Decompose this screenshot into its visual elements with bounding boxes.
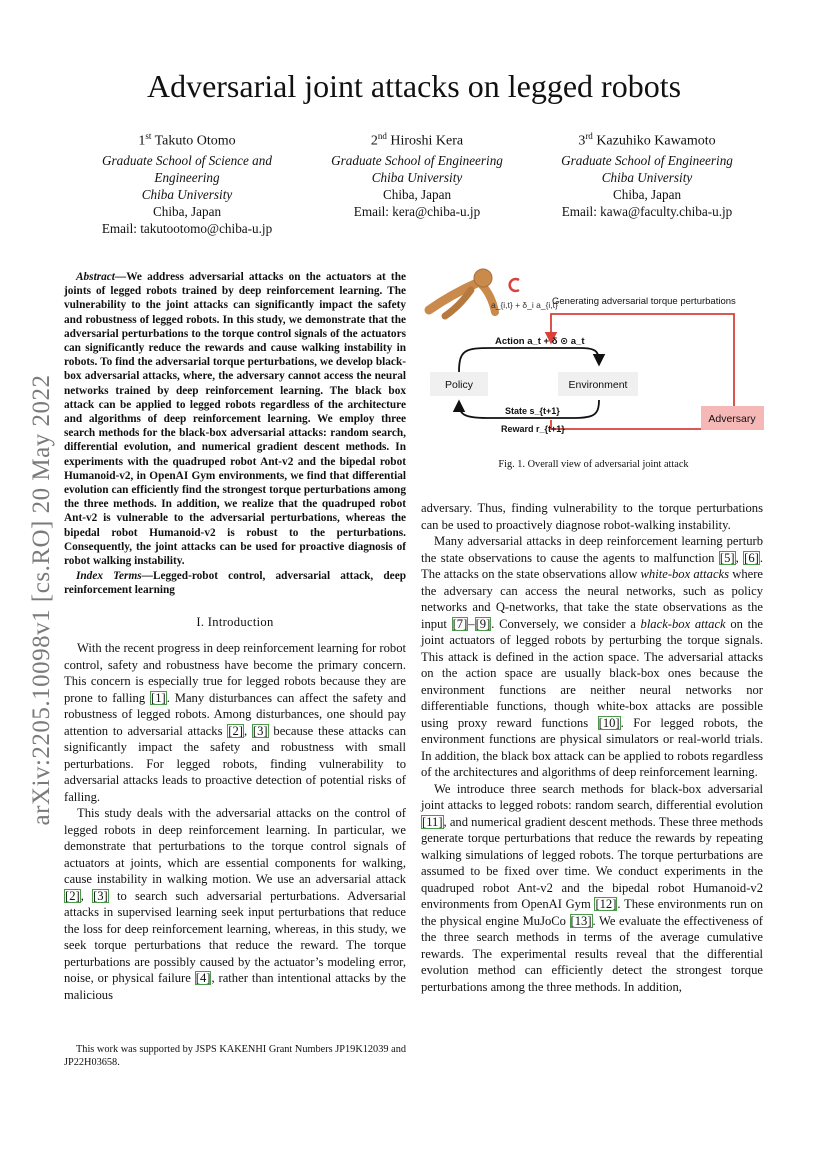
author-university: Chiba University: [371, 169, 463, 185]
citation-link[interactable]: [9]: [475, 616, 491, 631]
state-label: State s_{t+1}: [505, 406, 560, 416]
robot-icon: [429, 269, 495, 316]
author-university: Chiba University: [601, 169, 693, 185]
author-email: Email: kera@chiba-u.jp: [353, 203, 481, 219]
author-block: [72, 128, 762, 237]
citation-link[interactable]: [4]: [195, 971, 211, 986]
policy-label: Policy: [444, 379, 474, 391]
author-school: Graduate School of Engineering: [561, 152, 733, 168]
reward-label: Reward r_{t+1}: [501, 424, 565, 434]
author-location: Chiba, Japan: [152, 203, 222, 219]
citation-link[interactable]: [2]: [228, 723, 243, 738]
intro-paragraph-3: adversary. Thus, finding vulnerability to the torque perturbations can be used to proactively diagnose robot-walking instability.: [421, 501, 763, 532]
action-label: Action a_t + δ ⊙ a_t: [495, 336, 585, 347]
citation-link[interactable]: [3]: [252, 723, 268, 738]
action-arrow: [459, 348, 599, 372]
abstract: Abstract—We address adversarial attacks on the actuators at the joints of legged robots trained by deep reinforcement learning. The vulnerability to the joint attacks can significantly impact the safety and robustness of legged robots. In this study, we demonstrate that the adversarial perturbations to the torque control signals of the actuators can significantly reduce the rewards and cause walking instability in robots. To find the adversarial torque perturbations, we develop black-box adversarial attacks, where, the adversary cannot access the neural networks trained by deep reinforcement learning. The black box attack can be applied to legged robots regardless of the architecture and algorithms of deep reinforcement learning. We employ three search methods for the black-box adversarial attacks: random search, differential evolution, and numerical gradient descent methods. In experiments with the quadruped robot Ant-v2 and the bipedal robot Humanoid-v2, in OpenAI Gym environments, we find that differential evolution can efficiently find the strongest torque perturbations among the three methods. In addition, we realize that the quadruped robot Ant-v2 is vulnerable to the adversarial perturbations, whereas the bipedal robot Humanoid-v2 is robust to the perturbations. Consequently, the joint attacks can be used for proactive diagnosis of robot walking instability.: [64, 271, 406, 568]
citation-link[interactable]: [11]: [422, 814, 443, 829]
intro-paragraph-4: Many adversarial attacks in deep reinforcement learning perturb the state observations to cause the agents to malfunction [5], [6]. The attacks on the state observations allow white-box attacks where the adversary can access the neural networks, such as policy networks and Q-networks, that take the state observations as the input [7]–[9]. Conversely, we consider a black-box attack on the joint actuators of legged robots by perturbing the torque signals. This attack is defined in the action space. The adversarial attacks on the action space are usually black-box ones because the environment functions are neither neural networks nor differentiable functions, though white-box attacks are possible using proxy reward functions [10]. For legged robots, the environment functions are physical simulators or real-world trials. In addition, the black box attack can be applied to robots regardless of the architectures and algorithms of deep reinforcement learning.: [421, 534, 764, 779]
funding-footnote: This work was supported by JSPS KAKENHI Grant Numbers JP19K12039 and JP22H03658.: [64, 1044, 406, 1068]
environment-label: Environment: [568, 379, 628, 391]
author-1: 1st Takuto Otomo Graduate School of Science and Engineering Chiba University Chiba, Japan Email: takutootomo@chiba-u.jp: [72, 128, 302, 237]
author-name: Kazuhiko Kawamoto: [596, 133, 716, 149]
author-name: Takuto Otomo: [154, 133, 236, 149]
section-heading: I. Introduction: [196, 614, 274, 629]
figure-caption: Fig. 1. Overall view of adversarial joint attack: [498, 459, 689, 470]
citation-link[interactable]: [1]: [151, 690, 166, 705]
index-terms: Index Terms—Legged-robot control, adversarial attack, deep reinforcement learning: [64, 570, 406, 597]
figure-1-diagram: [421, 268, 766, 438]
intro-paragraph-2: This study deals with the adversarial attacks on the control of legged robots in deep reinforcement learning. In particular, we demonstrate that perturbations to the torque control signals of actuators at joints, which are essential components for walking, cause instability in walking motion. We use an adversarial attack [2], [3] to search such adversarial perturbations. Adversarial attacks in supervised learning seek input perturbations that reduce the loss for deep reinforcement learning, whereas, in this study, we seek torque perturbations that reduce the reward. The torque perturbations are possibly caused by the actuator’s modeling error, noise, or physical failure [4], rather than intentional attacks by the malicious: [64, 806, 407, 1002]
joint-attack-mark: [510, 279, 519, 291]
citation-link[interactable]: [10]: [598, 715, 620, 730]
author-location: Chiba, Japan: [612, 186, 682, 202]
author-name: Hiroshi Kera: [390, 133, 464, 149]
citation-link[interactable]: [3]: [93, 888, 108, 903]
paper-title: Adversarial joint attacks on legged robots: [146, 68, 682, 104]
citation-link[interactable]: [6]: [744, 550, 759, 565]
citation-link[interactable]: [2]: [65, 888, 80, 903]
torque-label: a_{i,t} + δ_i a_{i,t}: [491, 300, 558, 310]
adversary-label: Adversary: [708, 413, 756, 425]
right-column: [421, 500, 763, 995]
arxiv-side-identifier: arXiv:2205.10098v1 [cs.RO] 20 May 2022: [28, 374, 55, 826]
author-location: Chiba, Japan: [382, 186, 452, 202]
author-3: 3rd Kazuhiko Kawamoto Graduate School of Engineering Chiba University Chiba, Japan Email: kawa@faculty.chiba-u.jp: [532, 128, 762, 237]
left-column: [64, 270, 406, 1003]
author-email: Email: takutootomo@chiba-u.jp: [101, 220, 273, 236]
author-email: Email: kawa@faculty.chiba-u.jp: [561, 203, 733, 219]
citation-link[interactable]: [13]: [570, 913, 592, 928]
citation-link[interactable]: [7]: [452, 616, 468, 631]
citation-link[interactable]: [12]: [595, 897, 617, 911]
top-arrow-label: Generating adversarial torque perturbations: [552, 296, 736, 307]
citation-link[interactable]: [5]: [719, 550, 735, 565]
author-school: Graduate School of Engineering: [331, 152, 503, 168]
author-university: Chiba University: [141, 186, 233, 202]
intro-paragraph-5: We introduce three search methods for black-box adversarial joint attacks to legged robots: random search, differential evolution [11], and numerical gradient descent methods. These three methods generate torque perturbations that reduce the rewards by repeating walking simulations of legged robots. The torque perturbations are assumed to be fixed over time. We conduct experiments in the quadruped robot Ant-v2 and the bipedal robot Humanoid-v2 environments from OpenAI Gym [12]. These environments run on the physical engine MuJoCo [13]. We evaluate the effectiveness of the three search methods in terms of the average cumulative rewards. The experimental results reveal that the differential evolution method can efficiently detect the strongest torque perturbations among the three methods. In addition,: [421, 781, 763, 994]
intro-paragraph-1: With the recent progress in deep reinforcement learning for robot control, safety and robustness have become the primary concern. This concern is especially true for legged robots because they are prone to falling [1]. Many disturbances can affect the safety and robustness of legged robots. Among disturbances, one should pay attention to adversarial attacks [2], [3] because these attacks can significantly impact the safety and robustness with small perturbations. For legged robots, finding vulnerability to adversarial attacks leads to proactive detection of potential risks of falling.: [64, 641, 406, 804]
author-2: 2nd Hiroshi Kera Graduate School of Engineering Chiba University Chiba, Japan Email: kera@chiba-u.jp: [302, 128, 532, 237]
author-school: Graduate School of Science and Engineering: [102, 152, 272, 185]
